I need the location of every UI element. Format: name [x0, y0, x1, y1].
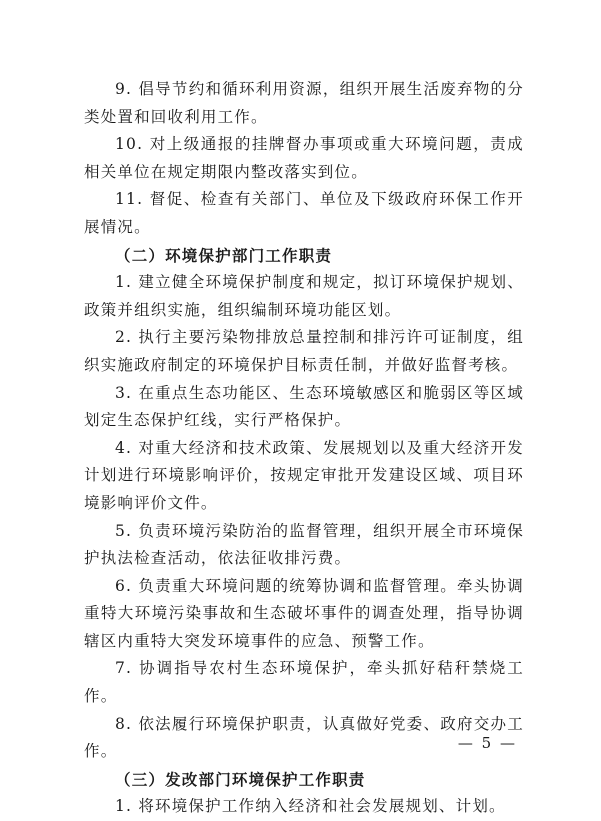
paragraph-item-1-dev: 1. 将环境保护工作纳入经济和社会发展规划、计划。 [115, 797, 506, 816]
paragraph-item-1: 1. 建立健全环境保护制度和规定，拟订环境保护规划、政策并组织实施，组织编制环境功能区划。 [84, 273, 524, 319]
document-body [84, 76, 524, 821]
section-heading-2: （二）环境保护部门工作职责 [115, 245, 333, 265]
paragraph-item-2: 2. 执行主要污染物排放总量控制和排污许可证制度，组织实施政府制定的环境保护目标责任制，并做好监督考核。 [84, 328, 524, 374]
paragraph-item-7: 7. 协调指导农村生态环境保护，牵头抓好秸秆禁烧工作。 [84, 659, 524, 706]
paragraph-item-10: 10. 对上级通报的挂牌督办事项或重大环境问题，责成相关单位在规定期限内整改落实到位。 [84, 135, 524, 181]
paragraph-item-9: 9. 倡导节约和循环利用资源，组织开展生活废弃物的分类处置和回收利用工作。 [84, 80, 524, 126]
paragraph-item-11: 11. 督促、检查有关部门、单位及下级政府环保工作开展情况。 [84, 190, 524, 236]
paragraph-item-4: 4. 对重大经济和技术政策、发展规划以及重大经济开发计划进行环境影响评价，按规定审批开发建设区域、项目环境影响评价文件。 [84, 438, 524, 512]
paragraph-item-6: 6. 负责重大环境问题的统筹协调和监督管理。牵头协调重特大环境污染事故和生态破坏事件的调查处理，指导协调辖区内重特大突发环境事件的应急、预警工作。 [84, 576, 524, 650]
paragraph-item-5: 5. 负责环境污染防治的监督管理，组织开展全市环境保护执法检查活动，依法征收排污费。 [84, 521, 524, 568]
paragraph-item-8: 8. 依法履行环境保护职责，认真做好党委、政府交办工作。 [84, 714, 524, 761]
page-number: — 5 — [457, 734, 517, 752]
section-heading-3: （三）发改部门环境保护工作职责 [115, 769, 366, 789]
paragraph-item-3: 3. 在重点生态功能区、生态环境敏感区和脆弱区等区域划定生态保护红线，实行严格保护。 [84, 383, 524, 430]
